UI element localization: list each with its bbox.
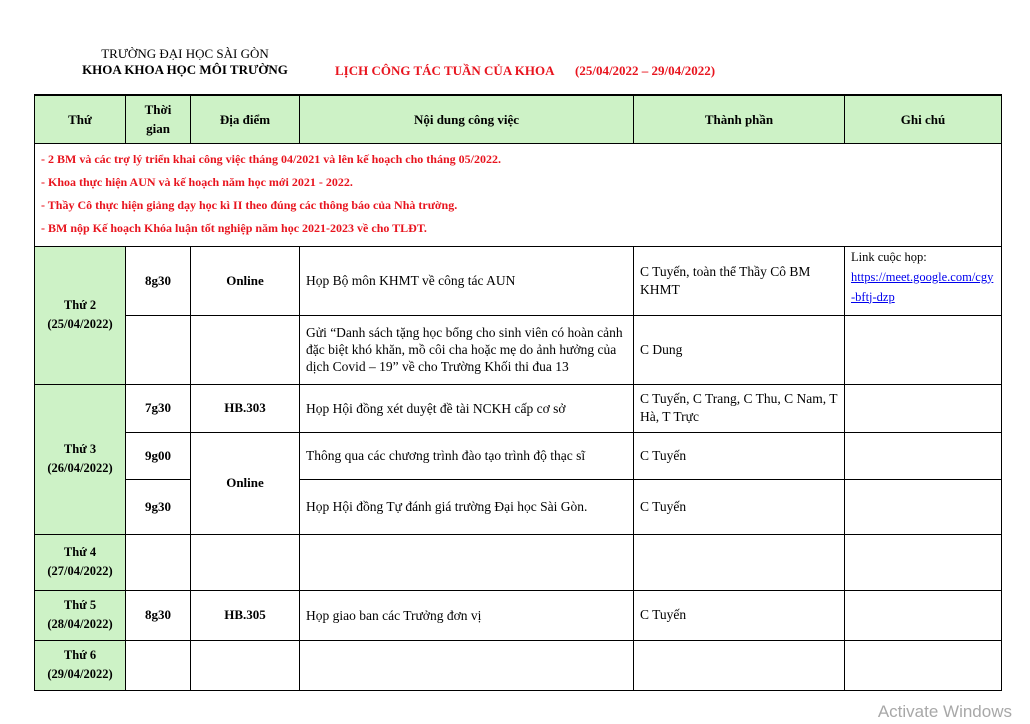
time-cell: 9g00 (126, 432, 191, 479)
time-cell (126, 534, 191, 590)
schedule-title (335, 63, 715, 79)
time-cell: 8g30 (126, 246, 191, 315)
col-header-day: Thứ (35, 95, 126, 143)
general-notes-cell (35, 143, 1002, 246)
day-date: (28/04/2022) (47, 617, 113, 631)
general-notes-row (35, 143, 1002, 246)
note-cell (845, 432, 1002, 479)
day-name: Thứ 5 (63, 598, 97, 612)
participants-cell (634, 640, 845, 690)
task-cell: Họp giao ban các Trưởng đơn vị (300, 590, 634, 640)
time-cell (126, 640, 191, 690)
schedule-table (34, 94, 1002, 691)
col-header-location: Địa điểm (191, 95, 300, 143)
day-cell (35, 246, 126, 384)
schedule-title-text: LỊCH CÔNG TÁC TUẦN CỦA KHOA (335, 63, 554, 78)
time-cell: 7g30 (126, 384, 191, 432)
location-cell (191, 315, 300, 384)
table-header-row (35, 95, 1002, 143)
time-cell: 9g30 (126, 479, 191, 534)
col-header-time (126, 95, 191, 143)
task-cell: Họp Bộ môn KHMT về công tác AUN (300, 246, 634, 315)
activate-windows-watermark: Activate Windows (877, 702, 1012, 721)
day-name: Thứ 6 (63, 648, 97, 662)
day-date: (26/04/2022) (47, 461, 113, 475)
day-name: Thứ 2 (63, 298, 97, 312)
task-cell: Họp Hội đồng xét duyệt đề tài NCKH cấp cơ sở (300, 384, 634, 432)
col-header-time-line1: Thời (144, 102, 172, 118)
location-cell (191, 640, 300, 690)
note-cell (845, 534, 1002, 590)
day-date: (25/04/2022) (47, 317, 113, 331)
note-cell (845, 479, 1002, 534)
table-row (35, 246, 1002, 315)
table-row (35, 479, 1002, 534)
day-cell (35, 590, 126, 640)
col-header-task: Nội dung công việc (300, 95, 634, 143)
col-header-time-line2: gian (146, 121, 170, 137)
day-cell (35, 534, 126, 590)
table-row (35, 534, 1002, 590)
time-cell: 8g30 (126, 590, 191, 640)
faculty-name: KHOA KHOA HỌC MÔI TRƯỜNG (82, 62, 288, 77)
participants-cell: C Tuyến, toàn thể Thầy Cô BM KHMT (634, 246, 845, 315)
day-name: Thứ 4 (63, 545, 97, 559)
note-cell (845, 315, 1002, 384)
general-note: - Thầy Cô thực hiện giảng dạy học kì II theo đúng các thông báo của Nhà trường. (41, 197, 458, 212)
participants-cell: C Dung (634, 315, 845, 384)
location-cell: HB.305 (191, 590, 300, 640)
participants-cell: C Tuyến (634, 479, 845, 534)
general-note: - BM nộp Kế hoạch Khóa luận tốt nghiệp năm học 2021-2023 về cho TLĐT. (41, 220, 427, 235)
location-cell (191, 534, 300, 590)
day-name: Thứ 3 (63, 442, 97, 456)
meeting-link-label: Link cuộc họp: (851, 249, 927, 264)
meeting-link[interactable]: https://meet.google.com/cgy-bftj-dzp (851, 269, 994, 304)
task-cell: Họp Hội đồng Tự đánh giá trường Đại học Sài Gòn. (300, 479, 634, 534)
table-row (35, 384, 1002, 432)
location-cell: Online (191, 432, 300, 534)
table-row (35, 315, 1002, 384)
day-cell (35, 384, 126, 534)
day-cell (35, 640, 126, 690)
day-date: (27/04/2022) (47, 564, 113, 578)
general-note: - Khoa thực hiện AUN và kế hoạch năm học mới 2021 - 2022. (41, 174, 353, 189)
table-row (35, 640, 1002, 690)
general-note: - 2 BM và các trợ lý triển khai công việc tháng 04/2021 và lên kế hoạch cho tháng 05/2022. (41, 151, 501, 166)
day-date: (29/04/2022) (47, 667, 113, 681)
table-row (35, 432, 1002, 479)
note-cell (845, 246, 1002, 315)
task-cell: Thông qua các chương trình đào tạo trình độ thạc sĩ (300, 432, 634, 479)
note-cell (845, 590, 1002, 640)
university-name: TRƯỜNG ĐẠI HỌC SÀI GÒN (101, 46, 269, 61)
schedule-date-range: (25/04/2022 – 29/04/2022) (575, 63, 716, 78)
location-cell: HB.303 (191, 384, 300, 432)
note-cell (845, 384, 1002, 432)
task-cell: Gửi “Danh sách tặng học bổng cho sinh viên có hoàn cảnh đặc biệt khó khăn, mồ côi cha hoặc mẹ do ảnh hưởng của dịch Covid – 19” về cho Trường Khối thi đua 13 (300, 315, 634, 384)
task-cell (300, 534, 634, 590)
header-left (60, 46, 310, 78)
time-cell (126, 315, 191, 384)
participants-cell: C Tuyến, C Trang, C Thu, C Nam, T Hà, T Trực (634, 384, 845, 432)
col-header-notes: Ghi chú (845, 95, 1002, 143)
note-cell (845, 640, 1002, 690)
location-cell: Online (191, 246, 300, 315)
task-cell (300, 640, 634, 690)
participants-cell (634, 534, 845, 590)
participants-cell: C Tuyến (634, 432, 845, 479)
col-header-participants: Thành phần (634, 95, 845, 143)
participants-cell: C Tuyến (634, 590, 845, 640)
table-row (35, 590, 1002, 640)
